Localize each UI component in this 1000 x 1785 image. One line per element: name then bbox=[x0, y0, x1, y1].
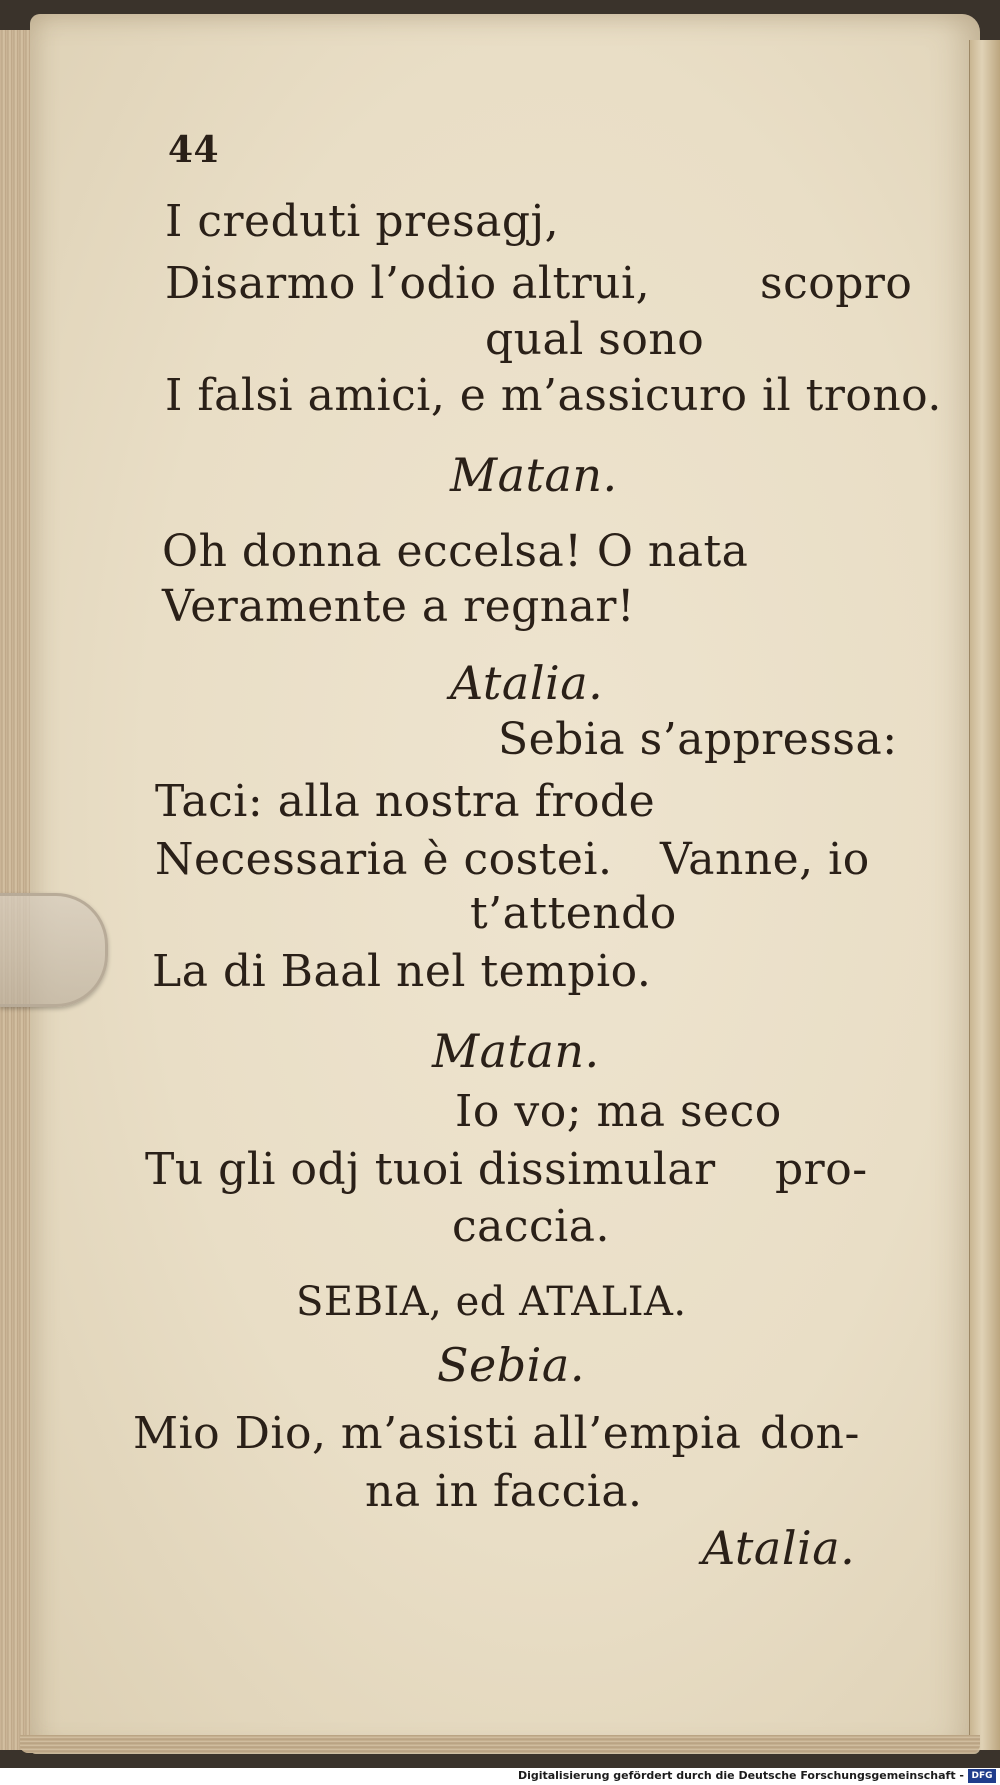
speaker-sebia: Sebia. bbox=[437, 1338, 585, 1392]
dfg-logo: DFG bbox=[968, 1769, 996, 1783]
speaker-atalia-1: Atalia. bbox=[450, 656, 604, 710]
text-line-3: qual sono bbox=[485, 314, 705, 365]
text-line-12: Io vo; ma seco bbox=[455, 1086, 782, 1137]
footer-credit: Digitalisierung gefördert durch die Deutsche Forschungsgemeinschaft - bbox=[517, 1769, 964, 1782]
text-line-11: La di Baal nel tempio. bbox=[152, 946, 652, 997]
catchword-atalia: Atalia. bbox=[702, 1521, 856, 1575]
page-stack-bottom-edge bbox=[20, 1735, 980, 1753]
speaker-matan-1: Matan. bbox=[450, 448, 618, 502]
text-line-5: Oh donna eccelsa! O nata bbox=[162, 526, 749, 577]
page-number: 44 bbox=[168, 129, 220, 171]
scene-heading: SEBIA, ed ATALIA. bbox=[296, 1279, 687, 1325]
text-line-13: Tu gli odj tuoi dissimular bbox=[145, 1144, 716, 1195]
text-line-15: Mio Dio, m’asisti all’empia bbox=[133, 1408, 742, 1459]
speaker-matan-2: Matan. bbox=[432, 1024, 600, 1078]
text-line-4: I falsi amici, e m’assicuro il trono. bbox=[165, 370, 942, 421]
bookmark-clip bbox=[0, 893, 108, 1007]
text-line-13-end: pro- bbox=[775, 1144, 868, 1195]
text-line-14: caccia. bbox=[452, 1201, 610, 1252]
text-line-15-end: don- bbox=[760, 1408, 860, 1459]
text-line-9-end: Vanne, io bbox=[660, 834, 870, 885]
page-stack-right-edge bbox=[969, 40, 1000, 1750]
text-line-8: Taci: alla nostra frode bbox=[155, 776, 656, 827]
text-line-9: Necessaria è costei. bbox=[155, 834, 613, 885]
text-line-2: Disarmo l’odio altrui, bbox=[165, 258, 651, 309]
text-line-6: Veramente a regnar! bbox=[162, 581, 636, 632]
text-line-1: I creduti presagj, bbox=[165, 196, 560, 247]
text-line-7: Sebia s’appressa: bbox=[498, 714, 898, 765]
text-line-10: t’attendo bbox=[470, 888, 677, 939]
text-line-2-end: scopro bbox=[760, 258, 913, 309]
text-line-16: na in faccia. bbox=[365, 1466, 643, 1517]
